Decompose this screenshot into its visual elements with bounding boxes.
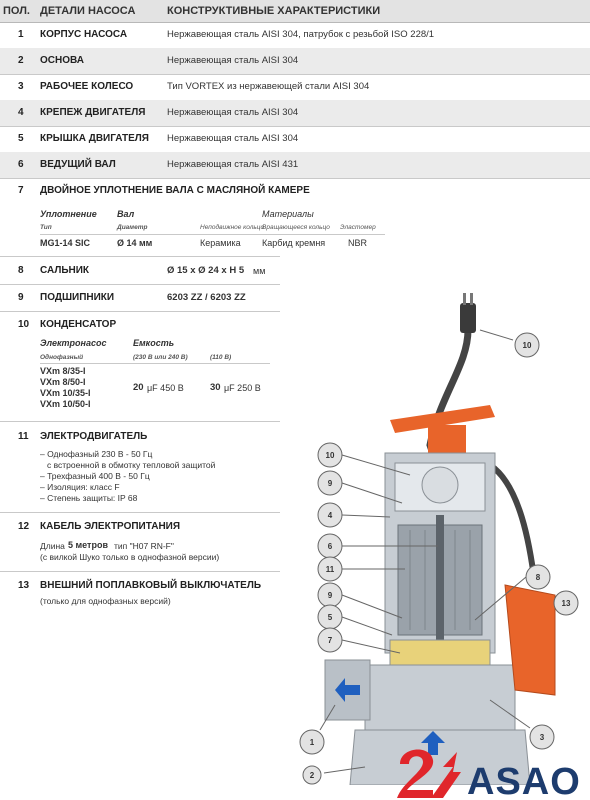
callout-6-label: 6 [327, 542, 333, 551]
capacitor-230-value: 20 [133, 382, 144, 393]
header-part: ДЕТАЛИ НАСОСА [40, 5, 136, 17]
gland-part: САЛЬНИК [40, 265, 90, 276]
handle-base [428, 425, 466, 455]
table-header [0, 0, 590, 23]
bearings-desc: 6203 ZZ / 6203 ZZ [167, 292, 246, 303]
row-part: КРЫШКА ДВИГАТЕЛЯ [40, 133, 149, 144]
motor-number: 11 [18, 431, 29, 442]
row-number: 3 [18, 81, 24, 92]
seal-rotating-ring: Карбид кремня [262, 238, 326, 248]
row-desc: Нержавеющая сталь AISI 304 [167, 133, 299, 144]
callout-3-label: 3 [539, 733, 545, 742]
callout-12-label: 10 [522, 341, 532, 350]
cable-part: КАБЕЛЬ ЭЛЕКТРОПИТАНИЯ [40, 521, 181, 532]
callout-9-label: 9 [327, 591, 333, 600]
cable-number: 12 [18, 521, 30, 532]
callout-leader [480, 330, 513, 340]
divider [0, 512, 280, 513]
seal-title: ДВОЙНОЕ УПЛОТНЕНИЕ ВАЛА С МАСЛЯНОЙ КАМЕРЕ [40, 185, 310, 196]
table-row [0, 126, 590, 153]
callout-8-label: 8 [535, 573, 541, 582]
callout-7-label: 7 [327, 636, 333, 645]
float-note: (только для однофазных версий) [40, 596, 171, 606]
motor-line: – Изоляция: класс F [40, 482, 120, 492]
divider [0, 256, 280, 257]
plug-pin [463, 293, 466, 305]
row-part: РАБОЧЕЕ КОЛЕСО [40, 81, 134, 92]
seal-section [0, 178, 590, 258]
seal-diameter: Ø 14 мм [117, 238, 153, 248]
row-part: КОРПУС НАСОСА [40, 29, 128, 40]
gland-size: Ø 15 x Ø 24 x H 5 [167, 265, 245, 276]
capacitor-model: VXm 8/50-I [40, 377, 86, 387]
seal-sub-elastomer: Эластомер [340, 224, 376, 231]
oil-chamber [390, 640, 490, 668]
row-number: 6 [18, 159, 24, 170]
logo-text: ASAO [467, 761, 581, 800]
seal-sub-fixed: Неподвижное кольцо [200, 224, 265, 231]
gland-unit: мм [253, 266, 266, 276]
gland-number: 8 [18, 265, 24, 276]
row-number: 4 [18, 107, 24, 118]
capacitor-sub-110: (110 В) [210, 354, 232, 361]
motor-line: – Степень защиты: IP 68 [40, 493, 138, 503]
capacitor-230-unit: μF 450 В [147, 383, 184, 393]
capacitor-model: VXm 10/50-I [40, 399, 91, 409]
seal-fixed-ring: Керамика [200, 238, 241, 248]
capacitor-sub-230: (230 В или 240 В) [133, 354, 188, 361]
row-desc: Нержавеющая сталь AISI 304 [167, 107, 299, 118]
capacitor-number: 10 [18, 319, 30, 330]
table-row [0, 100, 590, 127]
seal-head-materials: Материалы [262, 209, 314, 219]
motor-part: ЭЛЕКТРОДВИГАТЕЛЬ [40, 431, 148, 442]
capacitor-110-unit: μF 250 В [224, 383, 261, 393]
schuko-plug [460, 303, 476, 333]
header-spec: КОНСТРУКТИВНЫЕ ХАРАКТЕРИСТИКИ [167, 5, 381, 17]
gland-row [0, 258, 590, 284]
table-row [0, 48, 590, 75]
table-row [0, 22, 590, 49]
pump-diagram [290, 285, 590, 785]
row-desc: Нержавеющая сталь AISI 431 [167, 159, 299, 170]
seal-type: MG1-14 SIC [40, 238, 91, 248]
seal-sub-rotating: Вращающееся кольцо [262, 224, 330, 231]
row-desc: Нержавеющая сталь AISI 304 [167, 55, 299, 66]
seal-head-seal: Уплотнение [40, 209, 97, 219]
callout-5-label: 5 [327, 613, 333, 622]
seal-head-shaft: Вал [117, 209, 135, 219]
motor-line: с встроенной в обмотку тепловой защитой [47, 460, 216, 470]
cable-note: (с вилкой Шуко только в однофазной версии) [40, 552, 220, 562]
callout-9-label: 9 [327, 479, 333, 488]
callout-10-label: 10 [325, 451, 335, 460]
capacitor-sub-single: Однофазный [40, 354, 84, 361]
row-part: ОСНОВА [40, 55, 84, 66]
callout-1-label: 1 [309, 738, 315, 747]
seal-sub-diameter: Диаметр [117, 224, 148, 231]
row-number: 5 [18, 133, 24, 144]
capacitor-model: VXm 8/35-I [40, 366, 86, 376]
capacitor-head-capacity: Емкость [133, 338, 175, 348]
asao-logo [395, 742, 590, 800]
header-pos: ПОЛ. [3, 5, 30, 17]
row-part: ВЕДУЩИЙ ВАЛ [40, 159, 116, 170]
float-number: 13 [18, 580, 30, 591]
row-number: 2 [18, 55, 24, 66]
float-cable [490, 465, 535, 585]
divider [0, 571, 280, 572]
row-desc: Тип VORTEX из нержавеющей стали AISI 304 [167, 81, 370, 92]
seal-number: 7 [18, 185, 24, 196]
capacitor [422, 467, 458, 503]
table-row [0, 152, 590, 179]
capacitor-head-pump: Электронасос [40, 338, 107, 348]
seal-sub-type: Тип [40, 224, 52, 231]
callout-13-label: 13 [561, 599, 571, 608]
seal-elastomer: NBR [348, 238, 368, 248]
callout-leader [342, 515, 390, 517]
row-part: КРЕПЕЖ ДВИГАТЕЛЯ [40, 107, 146, 118]
callout-11-label: 11 [325, 565, 335, 574]
table-row [0, 74, 590, 101]
divider [0, 421, 280, 422]
capacitor-part: КОНДЕНСАТОР [40, 319, 117, 330]
callout-4-label: 4 [327, 511, 333, 520]
logo-bolt-icon [431, 752, 461, 798]
plug-pin [470, 293, 473, 305]
float-part: ВНЕШНИЙ ПОПЛАВКОВЫЙ ВЫКЛЮЧАТЕЛЬ [40, 580, 262, 591]
logo-mark [397, 749, 433, 798]
seal-divider [40, 234, 385, 235]
callout-2-label: 2 [309, 771, 315, 780]
capacitor-110-value: 30 [210, 382, 221, 393]
capacitor-divider [40, 363, 270, 364]
row-desc: Нержавеющая сталь AISI 304, патрубок с резьбой ISO 228/1 [167, 29, 435, 40]
capacitor-model: VXm 10/35-I [40, 388, 91, 398]
row-number: 1 [18, 29, 24, 40]
cable-length-label: Длина [40, 541, 65, 551]
bearings-number: 9 [18, 292, 24, 303]
motor-line: – Трехфазный 400 В - 50 Гц [40, 471, 150, 481]
cable-type: тип "H07 RN-F" [114, 541, 174, 551]
cable-length: 5 метров [68, 540, 108, 550]
pump-body [365, 665, 515, 730]
bearings-part: ПОДШИПНИКИ [40, 292, 115, 303]
motor-line: – Однофазный 230 В - 50 Гц [40, 449, 153, 459]
